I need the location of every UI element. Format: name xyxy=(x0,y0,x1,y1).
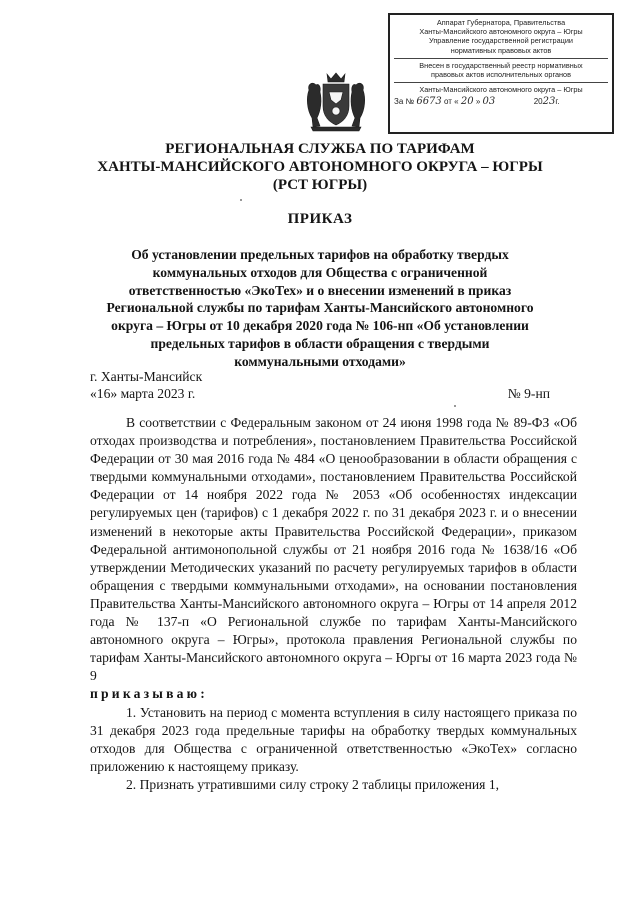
org-line: ХАНТЫ-МАНСИЙСКОГО АВТОНОМНОГО ОКРУГА – ЮГРЫ xyxy=(97,159,543,175)
stamp-line: Управление государственной регистрации xyxy=(429,36,573,46)
document-body xyxy=(90,414,577,794)
org-line: (РСТ ЮГРЫ) xyxy=(272,177,368,193)
document-subject xyxy=(92,246,548,371)
stamp-line: Ханты-Мансийского автономного округа – Югры xyxy=(419,85,583,95)
reg-suffix: г. xyxy=(555,97,560,107)
stamp-line: правовых актов исполнительных органов xyxy=(431,70,571,80)
stamp-line: Внесен в государственный реестр нормативных xyxy=(419,60,583,70)
reg-year: 23 xyxy=(542,96,556,108)
stamp-line: Аппарат Губернатора, Правительства xyxy=(436,18,566,27)
org-line: РЕГИОНАЛЬНАЯ СЛУЖБА ПО ТАРИФАМ xyxy=(165,141,475,157)
stamp-registration-row xyxy=(394,97,608,106)
stamp-divider xyxy=(394,58,608,59)
scan-speck xyxy=(240,199,242,201)
subject-line: коммунальными отходами» xyxy=(234,353,406,369)
registration-stamp xyxy=(388,13,614,134)
order-item: 2. Признать утратившими силу строку 2 таблицы приложения 1, xyxy=(126,776,500,792)
order-item: 1. Установить на период с момента вступления в силу настоящего приказа по 31 декабря 2023 года предельные тарифы на обработку твердых коммунальных отходов для Общества с ограниченной ответственностью «ЭкоТех» согласно приложению к настоящему приказу. xyxy=(90,704,577,774)
reg-number: 6673 xyxy=(416,96,442,108)
subject-line: предельных тарифов в области обращения с твердыми xyxy=(150,335,490,351)
subject-line: округа – Югры от 10 декабря 2020 года № 106-нп «Об установлении xyxy=(111,318,529,334)
stamp-divider xyxy=(394,82,608,83)
coat-of-arms-icon xyxy=(303,70,369,132)
document-place: г. Ханты-Мансийск xyxy=(90,369,203,384)
reg-prefix: За № xyxy=(394,97,415,107)
subject-line: ответственностью «ЭкоТех» и о внесении изменений в приказ xyxy=(128,282,512,298)
scan-speck xyxy=(454,405,456,407)
reg-from: от « xyxy=(444,97,459,107)
preamble-paragraph xyxy=(90,414,577,685)
stamp-line: нормативных правовых актов xyxy=(450,45,552,55)
reg-month: 03 xyxy=(482,96,496,108)
subject-line: Региональной службы по тарифам Ханты-Мансийского автономного xyxy=(106,300,534,316)
document-type: ПРИКАЗ xyxy=(287,211,353,227)
order-word: приказываю: xyxy=(90,686,208,702)
document-date: «16» марта 2023 г. xyxy=(90,386,196,401)
subject-line: коммунальных отходов для Общества с ограниченной xyxy=(152,264,488,280)
reg-year-prefix: 20 xyxy=(533,97,543,107)
organization-name xyxy=(60,140,580,194)
reg-day: 20 xyxy=(460,96,474,108)
subject-line: Об установлении предельных тарифов на обработку твердых xyxy=(131,247,509,262)
preamble-text: В соответствии с Федеральным законом от 24 июня 1998 года № 89-ФЗ «Об отходах производства и потребления», постановлением Правительства Российской Федерации от 30 мая 2016 года № 484 «О ценообразовании в области обращения с твердыми коммунальными отходами», постановлением Правительства Российской Федерации от 14 ноября 2022 года № 2053 «Об особенностях индексации регулируемых цен (тарифов) с 1 декабря 2022 г. по 31 декабря 2023 г. и о внесении изменений в некоторые акты Правительства Российской Федерации», приказом Федеральной антимонопольной службы от 21 ноября 2016 года № 1638/16 «Об утверждении Методических указаний по расчету регулируемых тарифов в области обращения с твердыми коммунальными отходами», на основании постановления Правительства Ханты-Мансийского автономного округа – Югры от 14 апреля 2012 года № 137-п «О Региональной службе по тарифам Ханты-Мансийского автономного округа – Югры», протокола правления Региональной службы по тарифам Ханты-Мансийского автономного округа – Юргы от 16 марта 2023 года № 9 xyxy=(90,415,577,684)
reg-mid: » xyxy=(475,97,481,107)
document-number: № 9-нп xyxy=(507,386,550,401)
stamp-line: Ханты-Мансийского автономного округа – Югры xyxy=(419,27,583,37)
